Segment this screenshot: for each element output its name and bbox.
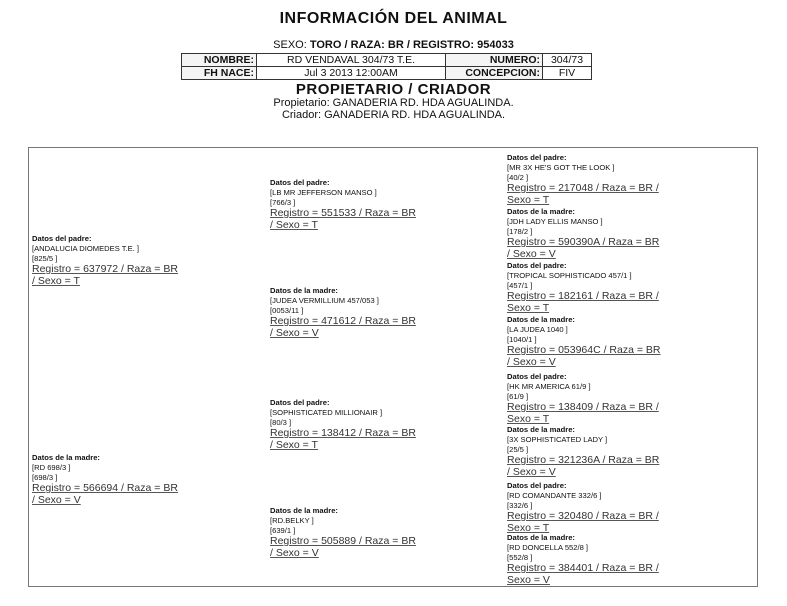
registro-label: / REGISTRO:: [406, 39, 475, 51]
animal-summary: [0, 39, 787, 51]
registro-link[interactable]: Registro = 320480 / Raza = BR /: [507, 510, 659, 522]
node-label: Datos del padre:: [270, 398, 330, 407]
node-label: Datos de la madre:: [32, 453, 100, 462]
registro-link[interactable]: Registro = 138412 / Raza = BR: [270, 427, 416, 439]
node-label: Datos del padre:: [507, 372, 567, 381]
node-name: [RD COMANDANTE 332/6 ]: [507, 491, 602, 500]
node-label: Datos de la madre:: [507, 315, 575, 324]
node-label: Datos del padre:: [507, 261, 567, 270]
info-row: [182, 67, 592, 80]
criador-text: Criador: GANADERIA RD. HDA AGUALINDA.: [281, 109, 506, 121]
node-number: [80/3 ]: [270, 418, 292, 427]
sexo-link[interactable]: Sexo = T: [507, 521, 550, 534]
registro-link[interactable]: Registro = 217048 / Raza = BR /: [507, 182, 659, 194]
node-label: Datos de la madre:: [270, 286, 338, 295]
sexo-link[interactable]: Sexo = T: [507, 412, 550, 425]
pedigree-node-madre: [32, 453, 178, 506]
pedigree-node-pp: [270, 178, 416, 231]
node-number: [25/5 ]: [507, 445, 529, 454]
sexo-link[interactable]: / Sexo = V: [270, 326, 319, 339]
node-number: [552/8 ]: [507, 553, 533, 562]
node-number: [457/1 ]: [507, 281, 533, 290]
fhnace-value: Jul 3 2013 12:00AM: [257, 67, 446, 80]
animal-info-table: [181, 53, 592, 80]
node-label: Datos de la madre:: [507, 207, 575, 216]
pedigree-node-mp: [270, 398, 416, 451]
node-name: [HK MR AMERICA 61/9 ]: [507, 382, 591, 391]
propietario-text: Propietario: GANADERIA RD. HDA AGUALINDA.: [273, 97, 514, 109]
node-number: [40/2 ]: [507, 173, 529, 182]
pedigree-node-mpm: [507, 425, 659, 478]
sexo-link[interactable]: Sexo = T: [507, 301, 550, 314]
numero-value: 304/73: [543, 54, 592, 67]
node-number: [766/3 ]: [270, 198, 296, 207]
registro-link[interactable]: Registro = 505889 / Raza = BR: [270, 535, 416, 547]
sexo-link[interactable]: / Sexo = V: [32, 493, 81, 506]
numero-label: NUMERO:: [446, 54, 543, 67]
pedigree-node-pmm: [507, 315, 661, 368]
pedigree-node-mmp: [507, 481, 659, 534]
node-number: [178/2 ]: [507, 227, 533, 236]
node-number: [825/5 ]: [32, 254, 58, 263]
node-number: [61/9 ]: [507, 392, 529, 401]
pedigree-node-mpp: [507, 372, 659, 425]
registro-value: 954033: [477, 39, 514, 51]
node-number: [332/6 ]: [507, 501, 533, 510]
node-name: [JUDEA VERMILLIUM 457/053 ]: [270, 296, 379, 305]
pedigree-node-pm: [270, 286, 416, 339]
sexo-link[interactable]: Sexo = V: [507, 573, 550, 586]
registro-link[interactable]: Registro = 566694 / Raza = BR: [32, 482, 178, 494]
pedigree-node-mmm: [507, 533, 659, 586]
pedigree-node-pmp: [507, 261, 659, 314]
node-number: [639/1 ]: [270, 526, 296, 535]
node-label: Datos del padre:: [507, 481, 567, 490]
raza-value: BR: [387, 39, 404, 51]
node-label: Datos de la madre:: [507, 425, 575, 434]
sexo-link[interactable]: / Sexo = T: [270, 438, 318, 451]
registro-link[interactable]: Registro = 551533 / Raza = BR: [270, 207, 416, 219]
node-name: [LA JUDEA 1040 ]: [507, 325, 568, 334]
raza-label: / RAZA:: [344, 39, 385, 51]
node-name: [ANDALUCIA DIOMEDES T.E. ]: [32, 244, 140, 253]
registro-link[interactable]: Registro = 637972 / Raza = BR: [32, 263, 178, 275]
node-name: [SOPHISTICATED MILLIONAIR ]: [270, 408, 383, 417]
node-name: [TROPICAL SOPHISTICADO 457/1 ]: [507, 271, 632, 280]
node-name: [RD 698/3 ]: [32, 463, 71, 472]
node-name: [3X SOPHISTICATED LADY ]: [507, 435, 608, 444]
node-label: Datos de la madre:: [507, 533, 575, 542]
nombre-value: RD VENDAVAL 304/73 T.E.: [257, 54, 446, 67]
concepcion-label: CONCEPCION:: [446, 67, 543, 80]
sexo-link[interactable]: / Sexo = T: [270, 218, 318, 231]
node-name: [MR 3X HE'S GOT THE LOOK ]: [507, 163, 615, 172]
node-name: [RD DONCELLA 552/8 ]: [507, 543, 589, 552]
registro-link[interactable]: Registro = 182161 / Raza = BR /: [507, 290, 659, 302]
pedigree-node-ppp: [507, 153, 659, 206]
info-row: [182, 54, 592, 67]
node-label: Datos del padre:: [270, 178, 330, 187]
node-name: [LB MR JEFFERSON MANSO ]: [270, 188, 377, 197]
sexo-link[interactable]: / Sexo = T: [32, 274, 80, 287]
node-label: Datos del padre:: [32, 234, 92, 243]
node-label: Datos del padre:: [507, 153, 567, 162]
node-number: [1040/1 ]: [507, 335, 537, 344]
node-name: [JDH LADY ELLIS MANSO ]: [507, 217, 603, 226]
pedigree-node-ppm: [507, 207, 659, 260]
registro-link[interactable]: Registro = 471612 / Raza = BR: [270, 315, 416, 327]
concepcion-value: FIV: [543, 67, 592, 80]
owner-title: PROPIETARIO / CRIADOR: [295, 81, 492, 98]
node-number: [0053/11 ]: [270, 306, 304, 315]
page-title: INFORMACIÓN DEL ANIMAL: [279, 10, 508, 27]
sexo-link[interactable]: / Sexo = V: [507, 465, 556, 478]
sexo-link[interactable]: / Sexo = V: [507, 355, 556, 368]
registro-link[interactable]: Registro = 321236A / Raza = BR: [507, 454, 660, 466]
sexo-link[interactable]: / Sexo = V: [507, 247, 556, 260]
sexo-link[interactable]: / Sexo = V: [270, 546, 319, 559]
registro-link[interactable]: Registro = 590390A / Raza = BR: [507, 236, 660, 248]
pedigree-node-mm: [270, 506, 416, 559]
registro-link[interactable]: Registro = 384401 / Raza = BR /: [507, 562, 659, 574]
pedigree-node-padre: [32, 234, 178, 287]
registro-link[interactable]: Registro = 138409 / Raza = BR /: [507, 401, 659, 413]
registro-link[interactable]: Registro = 053964C / Raza = BR: [507, 344, 661, 356]
nombre-label: NOMBRE:: [182, 54, 257, 67]
sexo-value: TORO: [309, 39, 342, 51]
sexo-label: SEXO:: [273, 39, 307, 51]
node-number: [698/3 ]: [32, 473, 58, 482]
node-name: [RD.BELKY ]: [270, 516, 314, 525]
sexo-link[interactable]: Sexo = T: [507, 193, 550, 206]
fhnace-label: FH NACE:: [182, 67, 257, 80]
node-label: Datos de la madre:: [270, 506, 338, 515]
